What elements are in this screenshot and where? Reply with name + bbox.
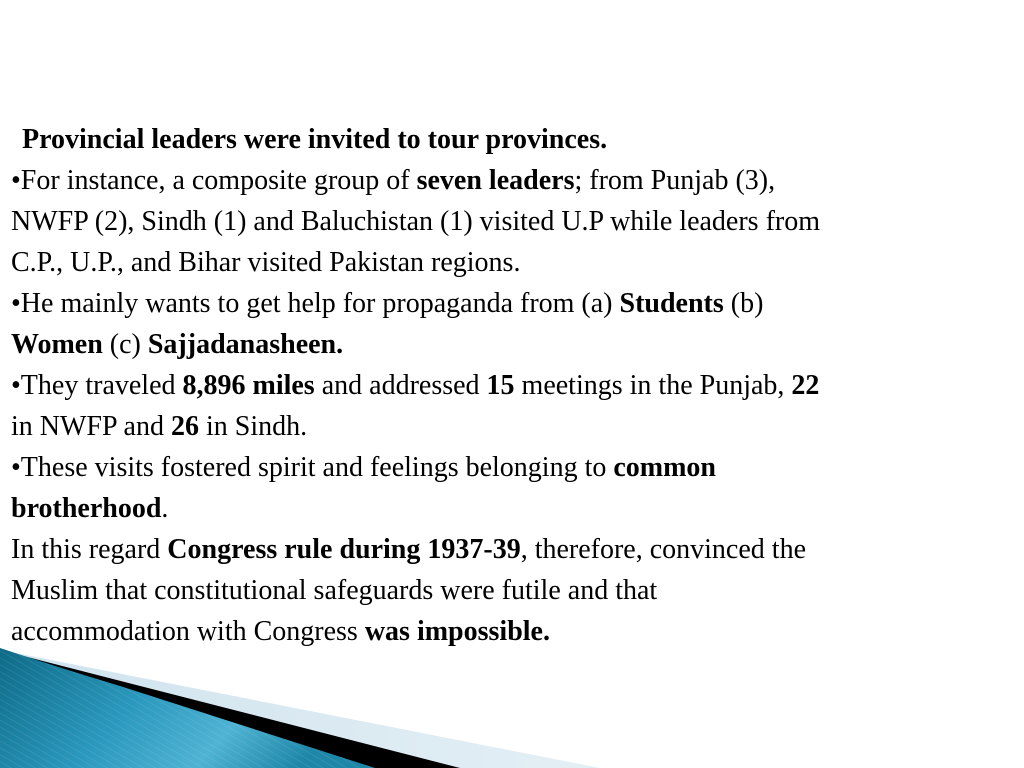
bullet-list <box>11 160 1011 652</box>
bold-text: 26 <box>170 411 199 442</box>
bold-text: 15 <box>486 370 515 401</box>
text-run: in NWFP and <box>11 411 171 442</box>
bold-text: Sajjadanasheen. <box>147 329 344 360</box>
light-band-shape <box>0 650 600 768</box>
text-run: and addressed <box>314 370 487 401</box>
text-line <box>11 529 1011 570</box>
text-run: , therefore, convinced the <box>520 534 806 565</box>
text-run: (b) <box>723 288 764 319</box>
text-run: in Sindh. <box>198 411 308 442</box>
text-run: ; from Punjab (3), <box>574 165 776 196</box>
text-run: In this regard <box>11 534 168 565</box>
text-line <box>11 201 1011 242</box>
bullet-paragraph <box>11 160 1011 283</box>
text-run: (c) <box>102 329 148 360</box>
text-line <box>11 570 1011 611</box>
text-line <box>11 160 1011 201</box>
text-line <box>11 242 1011 283</box>
text-run: NWFP (2), Sindh (1) and Baluchistan (1) visited U.P while leaders from <box>11 206 821 237</box>
bold-text: common <box>613 452 717 483</box>
bullet-paragraph <box>11 365 1011 447</box>
text-run: •They traveled <box>11 370 183 401</box>
text-run: •These visits fostered spirit and feelings belonging to <box>11 452 614 483</box>
text-run: C.P., U.P., and Bihar visited Pakistan regions. <box>11 247 521 278</box>
bullet-paragraph <box>11 447 1011 529</box>
bold-text: was impossible. <box>364 616 550 647</box>
text-line <box>11 283 1011 324</box>
text-run: •He mainly wants to get help for propaganda from (a) <box>11 288 620 319</box>
bold-text: Congress rule during 1937-39 <box>167 534 521 565</box>
bold-text: seven leaders <box>416 165 575 196</box>
bold-text: Students <box>619 288 724 319</box>
slide-body <box>11 119 1011 652</box>
slide-heading: Provincial leaders were invited to tour provinces. <box>22 124 608 155</box>
bold-text: Women <box>11 329 103 360</box>
text-line <box>11 406 1011 447</box>
teal-wedge-shape <box>0 648 375 768</box>
text-run: meetings in the Punjab, <box>514 370 792 401</box>
bold-text: 22 <box>791 370 820 401</box>
black-band-shape <box>0 650 460 768</box>
bullet-paragraph <box>11 529 1011 652</box>
text-run: Muslim that constitutional safeguards were futile and that <box>11 575 658 606</box>
text-run: . <box>161 493 169 524</box>
text-line <box>11 447 1011 488</box>
text-run: accommodation with Congress <box>11 616 365 647</box>
text-line <box>11 488 1011 529</box>
text-line <box>11 365 1011 406</box>
text-line <box>11 324 1011 365</box>
bullet-paragraph <box>11 283 1011 365</box>
bold-text: 8,896 miles <box>182 370 315 401</box>
text-line <box>11 611 1011 652</box>
bold-text: brotherhood <box>11 493 162 524</box>
text-run: •For instance, a composite group of <box>11 165 417 196</box>
